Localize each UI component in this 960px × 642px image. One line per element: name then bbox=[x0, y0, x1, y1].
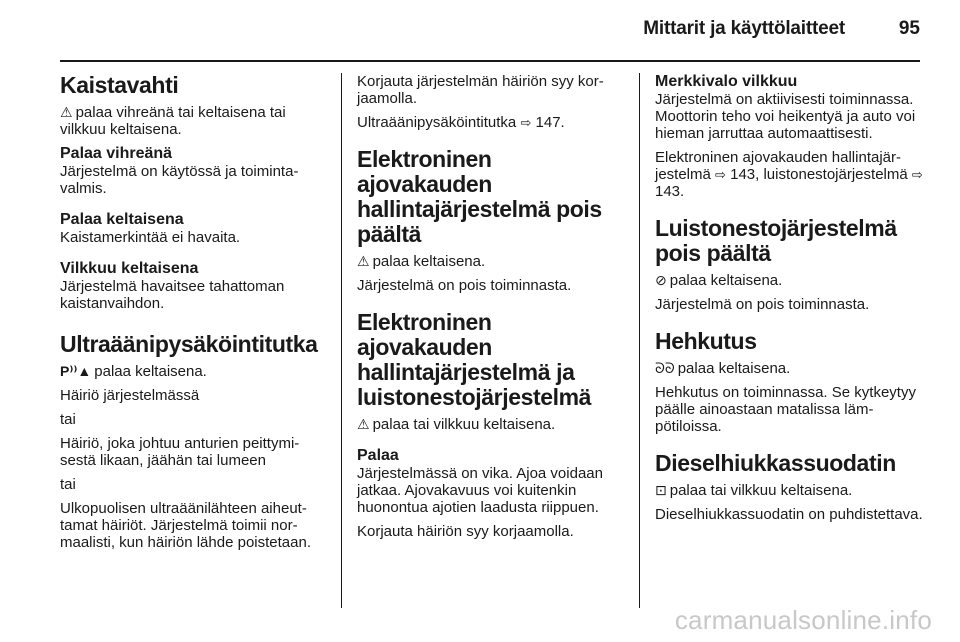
section-heading-kaistavahti: Kaistavahti bbox=[60, 72, 179, 98]
lane-departure-icon: ⚠ bbox=[60, 104, 73, 120]
paragraph: Järjestelmä havaitsee tahattoman kaistanvaihdon. bbox=[60, 278, 285, 312]
section-heading-dpf: Dieselhiukkassuodatin bbox=[655, 450, 896, 476]
paragraph: Järjestelmä on käytössä ja toimintavalmis. bbox=[60, 163, 299, 197]
header-divider bbox=[60, 60, 920, 62]
page-number: 95 bbox=[898, 18, 920, 39]
paragraph: tai bbox=[60, 411, 76, 428]
subheading: Palaa bbox=[357, 447, 399, 464]
paragraph: Ulkopuolisen ultraäänilähteen aiheuttamat häiriöt. Järjestelmä toimii normaalisti, kun häiriön lähde poistetaan. bbox=[60, 500, 311, 551]
column-1 bbox=[60, 73, 328, 558]
paragraph: Järjestelmässä on vika. Ajoa voidaan jatkaa. Ajovakavuus voi kuitenkin huonontua ajotien laadusta riippuen. bbox=[357, 465, 603, 516]
paragraph: Dieselhiukkassuodatin on puhdistettava. bbox=[655, 506, 923, 523]
paragraph: ᘐᘐ palaa keltaisena. bbox=[655, 360, 791, 377]
section-heading-preheating: Hehkutus bbox=[655, 328, 757, 354]
subsection-yellow bbox=[60, 211, 328, 246]
paragraph: Hehkutus on toiminnassa. Se kytkeytyy päälle ainoastaan matalissa lämpötiloissa. bbox=[655, 384, 916, 435]
paragraph: ⚠ palaa keltaisena. bbox=[357, 253, 486, 270]
subheading: Vilkkuu keltaisena bbox=[60, 260, 199, 277]
column-divider-2 bbox=[639, 73, 640, 608]
section-heading-esc-tc: Elektroninen ajovakauden hallintajärjestelmä ja luistonestojärjestelmä bbox=[357, 309, 592, 410]
subheading: Palaa vihreänä bbox=[60, 145, 173, 162]
esc-off-icon: ⚠ bbox=[357, 253, 370, 269]
column-2 bbox=[357, 73, 625, 547]
page-reference-link[interactable]: 147. bbox=[535, 114, 565, 131]
subsection-green bbox=[60, 145, 328, 197]
column-divider-1 bbox=[341, 73, 342, 608]
paragraph: Kaistamerkintää ei havaita. bbox=[60, 229, 241, 246]
section-heading-parking-radar: Ultraäänipysäköintitutka bbox=[60, 331, 318, 357]
section-heading-tc-off: Luistonestojärjestelmä pois päältä bbox=[655, 215, 897, 266]
paragraph: Häiriö järjestelmässä bbox=[60, 387, 200, 404]
column-3 bbox=[655, 73, 923, 530]
section-heading-esc-off: Elektroninen ajovakauden hallintajärjestelmä pois päältä bbox=[357, 146, 602, 247]
paragraph: ⊘ palaa keltaisena. bbox=[655, 272, 783, 289]
paragraph: ⚠ palaa tai vilkkuu keltaisena. bbox=[357, 416, 556, 433]
paragraph: Elektroninen ajovakauden hallintajärjestelmä ⇨ 143, luistonestojärjestelmä ⇨ 143. bbox=[655, 149, 923, 200]
page-reference-icon: ⇨ bbox=[911, 167, 923, 182]
paragraph: Järjestelmä on pois toiminnasta. bbox=[357, 277, 572, 294]
paragraph: Korjauta järjestelmän häiriön syy korjaamolla. bbox=[357, 73, 604, 107]
subsection-on bbox=[357, 447, 625, 516]
parking-sensor-icon: P⁾⁾▲ bbox=[60, 363, 92, 379]
watermark: carmanualsonline.info bbox=[674, 605, 932, 635]
paragraph: tai bbox=[60, 476, 76, 493]
page-reference-icon: ⇨ bbox=[715, 167, 726, 182]
page-reference-link[interactable]: 143, luistonestojärjestelmä bbox=[730, 166, 908, 183]
chapter-title: Mittarit ja käyttölaitteet bbox=[643, 18, 845, 39]
subsection-indicator-flashing bbox=[655, 73, 923, 142]
subsection-flashing bbox=[60, 260, 328, 312]
page-header bbox=[0, 0, 960, 60]
diesel-particle-filter-icon: ⊡ bbox=[655, 482, 667, 498]
page-reference-link[interactable]: 143. bbox=[655, 183, 685, 200]
paragraph: Korjauta häiriön syy korjaamolla. bbox=[357, 523, 574, 540]
paragraph: ⚠ palaa vihreänä tai keltaisena tai vilkkuu keltaisena. bbox=[60, 104, 286, 138]
paragraph: Häiriö, joka johtuu anturien peittymisestä likaan, jäähän tai lumeen bbox=[60, 435, 300, 469]
traction-control-off-icon: ⊘ bbox=[655, 272, 667, 288]
glow-plug-icon: ᘐᘐ bbox=[655, 360, 675, 376]
subheading: Palaa keltaisena bbox=[60, 211, 184, 228]
paragraph: Ultraäänipysäköintitutka ⇨ 147. bbox=[357, 114, 565, 131]
paragraph: P⁾⁾▲ palaa keltaisena. bbox=[60, 363, 207, 380]
page-reference-icon: ⇨ bbox=[520, 115, 532, 130]
esc-icon: ⚠ bbox=[357, 416, 370, 432]
subheading: Merkkivalo vilkkuu bbox=[655, 73, 798, 90]
paragraph: Järjestelmä on pois toiminnasta. bbox=[655, 296, 870, 313]
paragraph: Järjestelmä on aktiivisesti toiminnassa. Moottorin teho voi heikentyä ja auto voi hieman jarruttaa automaattisesti. bbox=[655, 91, 916, 142]
paragraph: ⊡ palaa tai vilkkuu keltaisena. bbox=[655, 482, 853, 499]
